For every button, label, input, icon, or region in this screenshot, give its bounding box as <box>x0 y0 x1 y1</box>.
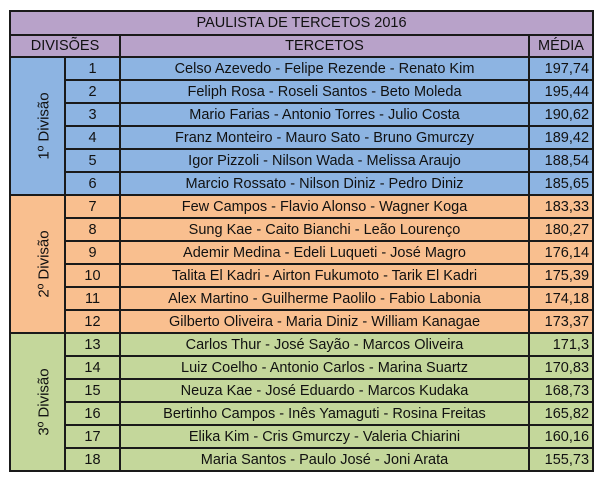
average-cell: 173,37 <box>529 310 593 333</box>
header-trios: TERCETOS <box>120 35 529 57</box>
trio-cell: Maria Santos - Paulo José - Joni Arata <box>120 448 529 471</box>
trio-cell: Few Campos - Flavio Alonso - Wagner Koga <box>120 195 529 218</box>
trio-cell: Sung Kae - Caito Bianchi - Leão Lourenço <box>120 218 529 241</box>
table-row <box>10 218 593 241</box>
table-row <box>10 149 593 172</box>
table-row <box>10 195 593 218</box>
trio-cell: Luiz Coelho - Antonio Carlos - Marina Suartz <box>120 356 529 379</box>
average-cell: 175,39 <box>529 264 593 287</box>
trio-cell: Igor Pizzoli - Nilson Wada - Melissa Araujo <box>120 149 529 172</box>
trio-cell: Elika Kim - Cris Gmurczy - Valeria Chiarini <box>120 425 529 448</box>
trio-cell: Talita El Kadri - Airton Fukumoto - Tarik El Kadri <box>120 264 529 287</box>
position-cell: 13 <box>65 333 120 356</box>
position-cell: 15 <box>65 379 120 402</box>
table-row <box>10 310 593 333</box>
position-cell: 4 <box>65 126 120 149</box>
table-row <box>10 241 593 264</box>
position-cell: 16 <box>65 402 120 425</box>
table-row <box>10 172 593 195</box>
division-label: 3º Divisão <box>35 368 53 436</box>
trio-cell: Feliph Rosa - Roseli Santos - Beto Moleda <box>120 80 529 103</box>
trio-cell: Celso Azevedo - Felipe Rezende - Renato Kim <box>120 57 529 80</box>
position-cell: 11 <box>65 287 120 310</box>
average-cell: 183,33 <box>529 195 593 218</box>
table-row <box>10 80 593 103</box>
trio-cell: Gilberto Oliveira - Maria Diniz - William Kanagae <box>120 310 529 333</box>
average-cell: 197,74 <box>529 57 593 80</box>
division-label-cell <box>10 57 65 195</box>
table-row <box>10 287 593 310</box>
position-cell: 1 <box>65 57 120 80</box>
average-cell: 176,14 <box>529 241 593 264</box>
average-cell: 188,54 <box>529 149 593 172</box>
trio-cell: Carlos Thur - José Sayão - Marcos Oliveira <box>120 333 529 356</box>
table-row <box>10 264 593 287</box>
average-cell: 180,27 <box>529 218 593 241</box>
table-row <box>10 425 593 448</box>
division-label-cell <box>10 333 65 471</box>
average-cell: 185,65 <box>529 172 593 195</box>
position-cell: 12 <box>65 310 120 333</box>
position-cell: 17 <box>65 425 120 448</box>
table-row <box>10 402 593 425</box>
average-cell: 174,18 <box>529 287 593 310</box>
table-row <box>10 126 593 149</box>
trio-cell: Marcio Rossato - Nilson Diniz - Pedro Diniz <box>120 172 529 195</box>
average-cell: 189,42 <box>529 126 593 149</box>
trio-cell: Neuza Kae - José Eduardo - Marcos Kudaka <box>120 379 529 402</box>
average-cell: 195,44 <box>529 80 593 103</box>
position-cell: 6 <box>65 172 120 195</box>
standings-table <box>9 10 594 472</box>
header-divisions: DIVISÕES <box>10 35 120 57</box>
position-cell: 2 <box>65 80 120 103</box>
position-cell: 10 <box>65 264 120 287</box>
table-body <box>10 57 593 471</box>
header-row <box>10 35 593 57</box>
average-cell: 171,3 <box>529 333 593 356</box>
position-cell: 9 <box>65 241 120 264</box>
position-cell: 7 <box>65 195 120 218</box>
title-row <box>10 11 593 35</box>
trio-cell: Mario Farias - Antonio Torres - Julio Costa <box>120 103 529 126</box>
trio-cell: Franz Monteiro - Mauro Sato - Bruno Gmurczy <box>120 126 529 149</box>
division-label-cell <box>10 195 65 333</box>
table-row <box>10 103 593 126</box>
average-cell: 165,82 <box>529 402 593 425</box>
position-cell: 14 <box>65 356 120 379</box>
header-average: MÉDIA <box>529 35 593 57</box>
average-cell: 155,73 <box>529 448 593 471</box>
trio-cell: Alex Martino - Guilherme Paolilo - Fabio Labonia <box>120 287 529 310</box>
trio-cell: Bertinho Campos - Inês Yamaguti - Rosina Freitas <box>120 402 529 425</box>
table-title: PAULISTA DE TERCETOS 2016 <box>10 11 593 35</box>
average-cell: 168,73 <box>529 379 593 402</box>
position-cell: 8 <box>65 218 120 241</box>
position-cell: 18 <box>65 448 120 471</box>
table-row <box>10 379 593 402</box>
average-cell: 170,83 <box>529 356 593 379</box>
average-cell: 190,62 <box>529 103 593 126</box>
table-row <box>10 333 593 356</box>
table-row <box>10 356 593 379</box>
division-label: 2º Divisão <box>35 230 53 298</box>
trio-cell: Ademir Medina - Edeli Luqueti - José Magro <box>120 241 529 264</box>
position-cell: 3 <box>65 103 120 126</box>
average-cell: 160,16 <box>529 425 593 448</box>
position-cell: 5 <box>65 149 120 172</box>
division-label: 1º Divisão <box>35 92 53 160</box>
table-row <box>10 57 593 80</box>
table-row <box>10 448 593 471</box>
